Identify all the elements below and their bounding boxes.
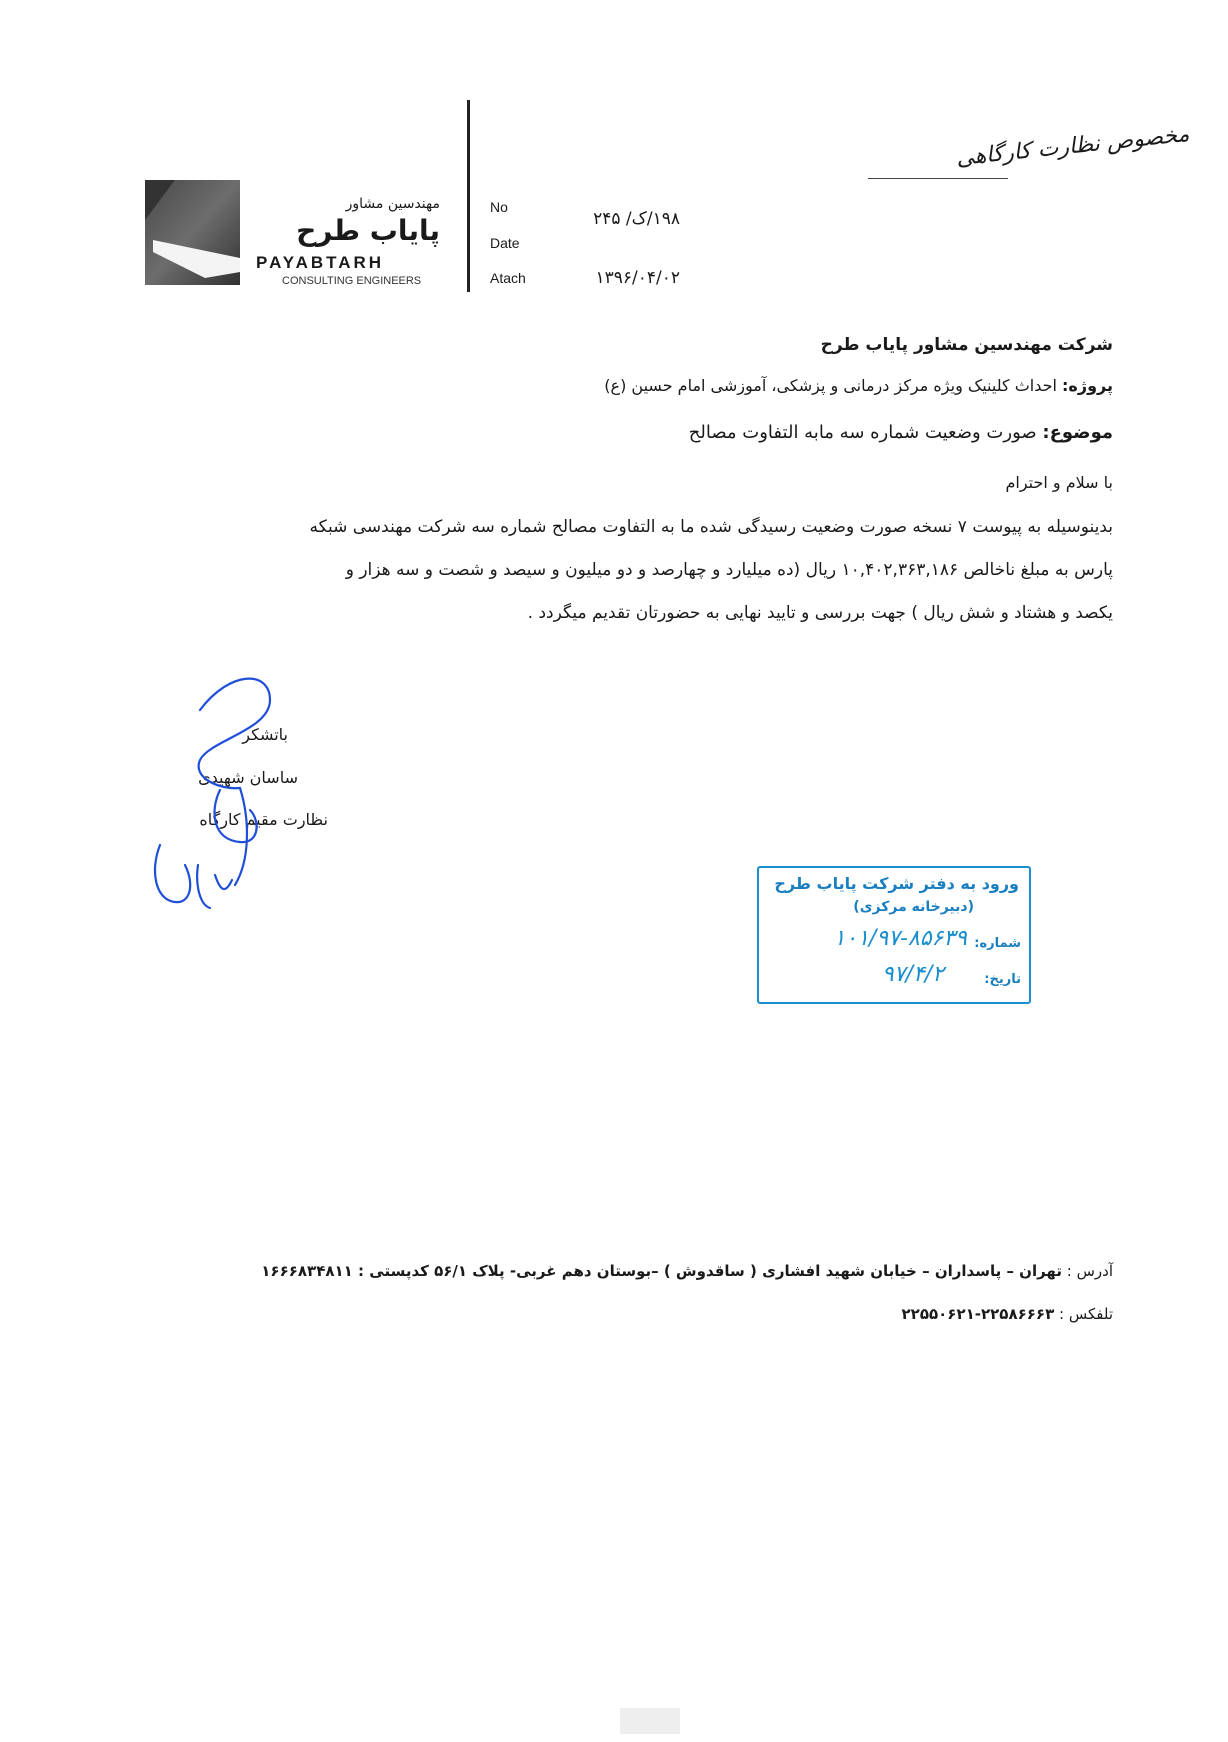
handwritten-signature — [140, 670, 310, 930]
closing: باتشکر — [242, 725, 288, 744]
scan-artifact — [620, 1708, 680, 1734]
date-label: Date — [490, 235, 520, 251]
subject-label: موضوع: — [1042, 422, 1113, 443]
stamp-date-label: تاریخ: — [984, 972, 1021, 987]
stamp-number-label: شماره: — [974, 936, 1021, 951]
stamp-number-value: ۱۰۱/۹۷-۸۵۶۳۹ — [833, 926, 967, 951]
brand-subtitle: مهندسین مشاور — [345, 196, 440, 212]
note-underline — [868, 178, 1008, 179]
footer-phone — [902, 1305, 1113, 1323]
brand-name-persian: پایاب طرح — [296, 214, 440, 247]
signer-title: نظارت مقیم کارگاه — [199, 810, 328, 829]
project-label: پروژه: — [1062, 376, 1113, 395]
attach-label: Atach — [490, 270, 526, 286]
stamp-date-value: ۹۷/۴/۲ — [881, 962, 944, 987]
number-label: No — [490, 199, 508, 215]
brand-tagline: CONSULTING ENGINEERS — [282, 275, 422, 287]
letter-date-value: ۱۳۹۶/۰۴/۰۲ — [595, 268, 680, 288]
phone-label: تلفکس : — [1059, 1305, 1113, 1323]
stamp-subtitle: (دبیرخانه مرکزی) — [853, 899, 974, 915]
handwritten-note: مخصوص نظارت کارگاهی — [954, 121, 1191, 172]
body-line: بدینوسیله به پیوست ۷ نسخه صورت وضعیت رسیدگی شده ما به التفاوت مصالح شماره سه شرکت مهندسی شبکه — [309, 517, 1113, 537]
phone-text: ۲۲۵۸۶۶۶۳-۲۲۵۵۰۶۲۱ — [901, 1305, 1055, 1323]
address-label: آدرس : — [1066, 1262, 1113, 1280]
brand-name-english: PAYABTARH — [256, 253, 385, 272]
recipient-company: شرکت مهندسین مشاور پایاب طرح — [820, 335, 1113, 355]
subject-text: صورت وضعیت شماره سه مابه التفاوت مصالح — [688, 422, 1037, 443]
project-line — [604, 376, 1113, 395]
project-text: احداث کلینیک ویژه مرکز درمانی و پزشکی، آموزشی امام حسین (ع) — [604, 376, 1057, 395]
header-divider — [467, 100, 470, 292]
signer-name: ساسان شهیدی — [198, 768, 298, 787]
stamp-title: ورود به دفتر شرکت پایاب طرح — [774, 874, 1019, 893]
registry-stamp — [757, 866, 1031, 1004]
address-text: تهران – پاسداران – خیابان شهید افشاری ( ساقدوش ) –بوستان دهم غربی- پلاک ۵۶/۱ کدپستی : ۱۶۶۶۸۳۴۸۱۱ — [261, 1262, 1062, 1280]
letter-number-value: ۱۹۸/ک/ ۲۴۵ — [593, 209, 680, 229]
subject-line — [689, 422, 1113, 443]
greeting: با سلام و احترام — [1005, 473, 1113, 492]
company-logo-image — [145, 180, 240, 285]
body-line: یکصد و هشتاد و شش ریال ) جهت بررسی و تایید نهایی به حضورتان تقدیم میگردد . — [527, 603, 1113, 623]
footer-address — [261, 1262, 1113, 1280]
body-line: پارس به مبلغ ناخالص ۱۰,۴۰۲,۳۶۳,۱۸۶ ریال (ده میلیارد و چهارصد و دو میلیون و سیصد و شصت و سه هزار و — [345, 560, 1113, 580]
